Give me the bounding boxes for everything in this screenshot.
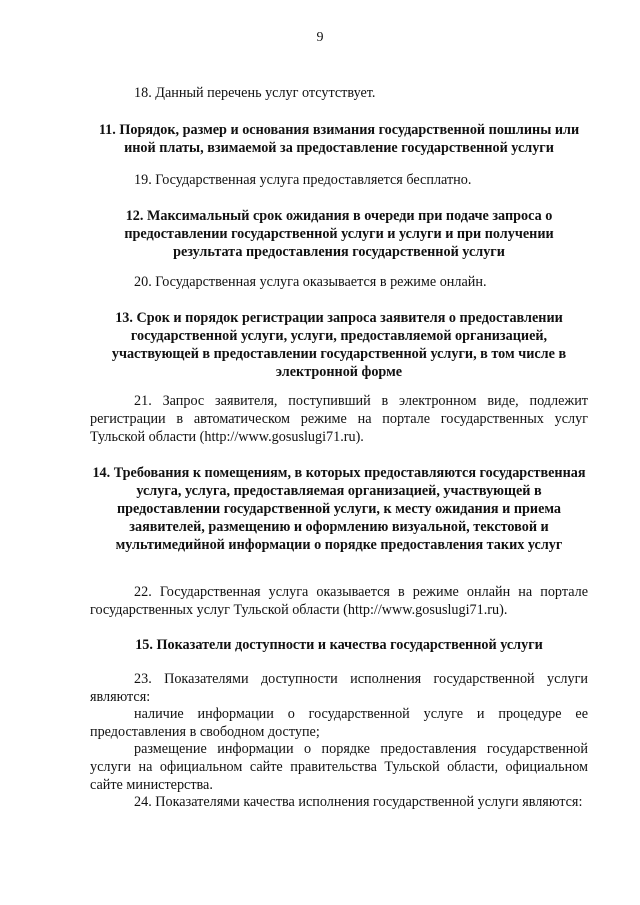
- paragraph-20: 20. Государственная услуга оказывается в режиме онлайн.: [134, 274, 487, 290]
- paragraph-19: 19. Государственная услуга предоставляется бесплатно.: [134, 172, 472, 188]
- paragraph-22: 22. Государственная услуга оказывается в режиме онлайн на портале государственных услуг Тульской области (http://www.gosuslugi71.ru).: [90, 584, 588, 618]
- paragraph-info-placement: размещение информации о порядке предоставления государственной услуги на официальном сайте правительства Тульской области, официальном сайте министерства.: [90, 741, 588, 793]
- paragraph-24: 24. Показателями качества исполнения государственной услуги являются:: [134, 794, 583, 810]
- section-heading-12: 12. Максимальный срок ожидания в очереди при подаче запроса о предоставлении государственной услуги и услуги и при получении результата предоставления государственной услуги: [124, 208, 554, 260]
- section-heading-11: 11. Порядок, размер и основания взимания государственной пошлины или иной платы, взимаемой за предоставление государственной услуги: [98, 122, 580, 156]
- paragraph-18: 18. Данный перечень услуг отсутствует.: [134, 85, 376, 101]
- section-heading-15: 15. Показатели доступности и качества государственной услуги: [135, 637, 543, 653]
- page-number: 9: [316, 30, 324, 45]
- paragraph-23: 23. Показателями доступности исполнения государственной услуги являются:: [90, 671, 588, 705]
- section-heading-14: 14. Требования к помещениям, в которых предоставляются государственная услуга, услуга, предоставляемая организацией, участвующей в предоставлении государственной услуги, к месту ожидания и приема заявителей, размещению и оформлению визуальной, текстовой и мультимедийной информации о порядке предоставления таких услуг: [92, 465, 586, 553]
- paragraph-availability-info: наличие информации о государственной услуге и процедуре ее предоставления в свободном доступе;: [90, 706, 588, 740]
- paragraph-21: 21. Запрос заявителя, поступивший в электронном виде, подлежит регистрации в автоматическом режиме на портале государственных услуг Тульской области (http://www.gosuslugi71.ru).: [90, 393, 588, 445]
- section-heading-13: 13. Срок и порядок регистрации запроса заявителя о предоставлении государственной услуги, услуги, предоставляемой организацией, участвующей в предоставлении государственной услуги, в том числе в электронной форме: [111, 310, 567, 380]
